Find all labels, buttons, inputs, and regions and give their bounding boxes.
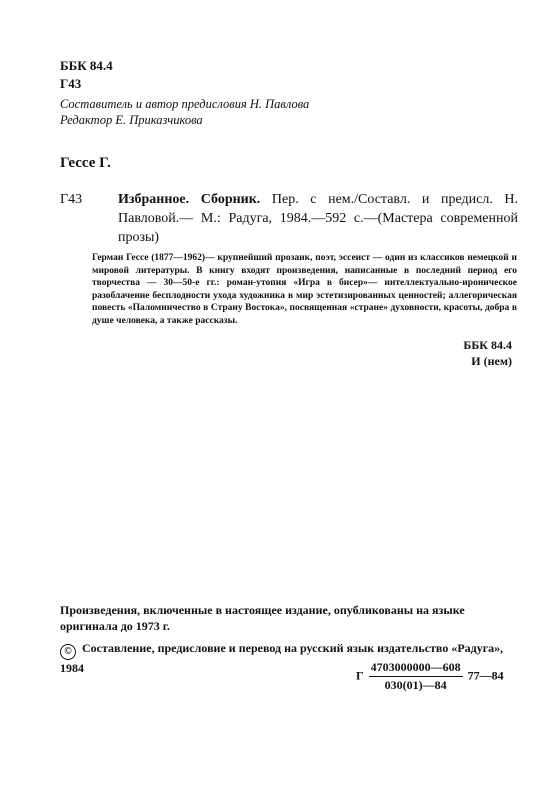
entry-code: Г43 xyxy=(60,192,83,207)
classification-index: И (нем) xyxy=(471,354,512,368)
formula-numerator: 4703000000—608 xyxy=(369,660,463,677)
editor-credit: Редактор Е. Приказчикова xyxy=(60,113,203,127)
formula-suffix: 77—84 xyxy=(467,668,504,683)
copyright-symbol: © xyxy=(60,644,76,660)
formula-fraction xyxy=(369,660,463,693)
publication-formula xyxy=(356,660,504,693)
entry-title: Избранное. Сборник. xyxy=(118,192,261,207)
formula-denominator: 030(01)—84 xyxy=(384,678,447,692)
publication-note: Произведения, включенные в настоящее издание, опубликованы на языке оригинала до 1973 г. xyxy=(60,603,465,633)
bibliographic-entry xyxy=(118,190,518,247)
entry-description: Пер. с нем./Составл. и предисл. Н. Павловой.— М.: Радуга, 1984.—592 с.—(Мастера современной прозы) xyxy=(118,192,519,245)
compiler-credit: Составитель и автор предисловия Н. Павлова xyxy=(60,97,310,111)
classification-bbk: ББК 84.4 xyxy=(463,338,512,352)
formula-prefix: Г xyxy=(356,668,364,683)
author-heading: Гессе Г. xyxy=(60,155,111,171)
header-bbk: ББК 84.4 xyxy=(60,58,113,73)
annotation: Герман Гессе (1877—1962)— крупнейший прозаик, поэт, эссеист — один из классиков немецкой и мировой литературы. В книгу входят произведения, написанные в последний период его творчества — 30—50-е гг.: роман-утопия «Игра в бисер»— интеллектуально-ироническое разоблачение бесплодности ухода художника в мир эстетизированных ценностей; аллегорическая повесть «Паломничество в Страну Востока», посвященная «стране» духовности, красоты, добра в душе человека, а также рассказы. xyxy=(92,253,517,326)
copyright-text: Составление, предисловие и перевод на русский язык издательство «Радуга», 1984 xyxy=(60,641,504,675)
header-code: Г43 xyxy=(60,76,82,91)
